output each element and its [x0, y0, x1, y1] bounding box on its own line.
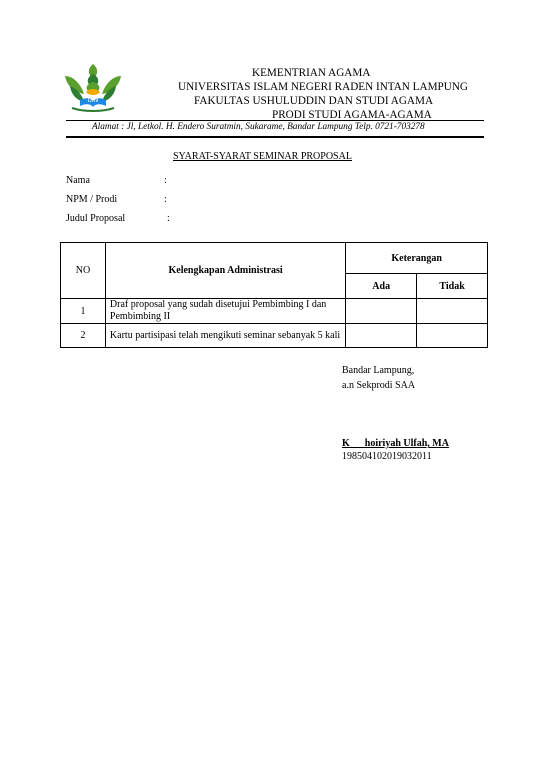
header-keterangan: Keterangan — [346, 243, 488, 274]
header-tidak: Tidak — [417, 274, 488, 299]
header-ada: Ada — [346, 274, 417, 299]
signature-place: Bandar Lampung, — [342, 365, 415, 376]
svg-text:UIN: UIN — [87, 97, 99, 104]
header-kelengkapan: Kelengkapan Administrasi — [105, 243, 345, 299]
document-title: SYARAT-SYARAT SEMINAR PROPOSAL — [173, 151, 352, 162]
row-ada-cell — [346, 324, 417, 348]
university-logo-icon — [62, 62, 124, 112]
header-no: NO — [61, 243, 106, 299]
row-number: 1 — [61, 299, 106, 324]
table-row — [61, 299, 488, 324]
field-colon-npm-prodi: : — [164, 194, 167, 205]
signatory-nip: 198504102019032011 — [342, 451, 432, 462]
signatory-name: K hoiriyah Ulfah, MA — [342, 438, 449, 449]
program-heading: PRODI STUDI AGAMA-AGAMA — [272, 109, 432, 121]
row-tidak-cell — [417, 324, 488, 348]
requirements-table — [60, 242, 488, 348]
field-label-judul-proposal: Judul Proposal — [66, 213, 126, 224]
letterhead-divider-top — [66, 120, 484, 121]
faculty-heading: FAKULTAS USHULUDDIN DAN STUDI AGAMA — [194, 95, 434, 107]
row-ada-cell — [346, 299, 417, 324]
address-line: Alamat : Jl, Letkol. H. Endero Suratmin, Sukarame, Bandar Lampung Telp. 0721-703278 — [92, 122, 425, 132]
field-colon-judul-proposal: : — [167, 213, 170, 224]
table-row — [61, 324, 488, 348]
ministry-heading: KEMENTRIAN AGAMA — [252, 67, 371, 79]
row-description: Kartu partisipasi telah mengikuti seminar sebanyak 5 kali — [105, 324, 345, 348]
row-tidak-cell — [417, 299, 488, 324]
letterhead-divider-bottom — [66, 136, 484, 138]
row-number: 2 — [61, 324, 106, 348]
university-heading: UNIVERSITAS ISLAM NEGERI RADEN INTAN LAMPUNG — [178, 81, 469, 93]
field-colon-nama: : — [164, 175, 167, 186]
field-label-nama: Nama — [66, 175, 90, 186]
field-label-npm-prodi: NPM / Prodi — [66, 194, 118, 205]
row-description: Draf proposal yang sudah disetujui Pembimbing I dan Pembimbing II — [105, 299, 345, 324]
signature-role: a.n Sekprodi SAA — [342, 380, 416, 391]
